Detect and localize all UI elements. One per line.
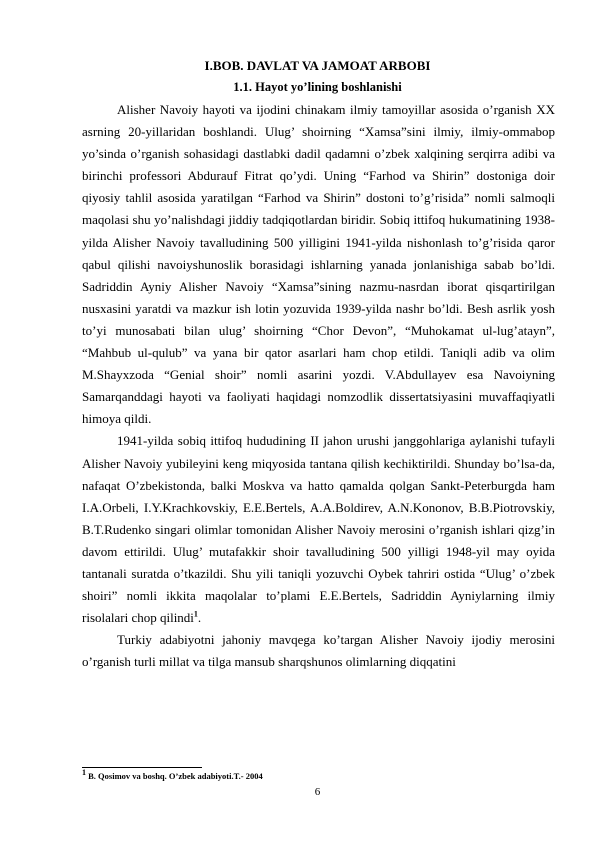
paragraph-2-end: . <box>197 610 202 626</box>
footnote-marker: 1 <box>82 768 86 778</box>
footnote-reference[interactable]: 1 <box>193 609 198 619</box>
paragraph-2 <box>82 430 555 629</box>
chapter-title: I.BOB. DAVLAT VA JAMOAT ARBOBI <box>204 58 431 73</box>
footnote-divider <box>82 767 202 768</box>
paragraph-3: Turkiy adabiyotni jahoniy mavqega ko’targan Alisher Navoiy ijodiy merosini o’rganish turli millat va tilga mansub sharqshunos olimlarning diqqatini <box>82 632 555 670</box>
body-text <box>82 99 555 673</box>
footnote <box>82 770 555 782</box>
paragraph-1: Alisher Navoiy hayoti va ijodini chinakam ilmiy tamoyillar asosida o’rganish XX asrning 20-yillaridan boshlandi. Ulug’ shoirning “Xamsa”sini ilmiy, ilmiy-ommabop yo’sinda o’rganish sohasidagi dastlabki dadil qadamni o’zbek xalqining serqirra adibi va birinchi professori Abdurauf Fitrat qo’ydi. Uning “Farhod va Shirin” dostoniga doir qiyosiy tahlil asosida yaratilgan “Farhod va Shirin” dostoni to’g’risida” nomli salmoqli maqolasi shu yo’nalishdagi jiddiy tadqiqotlardan biridir. Sobiq ittifoq hukumatining 1938-yilda Alisher Navoiy tavalludining 500 yilligini 1941-yilda nishonlash to’g’risida qaror qabul qilishi navoiyshunoslik borasidagi ishlarning yanada jonlanishiga sabab bo’ldi. Sadriddin Ayniy Alisher Navoiy “Xamsa”sining nazmu-nasrdan iborat qisqartirilgan nusxasini yaratdi va mazkur ish lotin yozuvida 1939-yilda nashr bo’ldi. Besh asrlik yosh to’yi munosabati bilan ulug’ shoirning “Chor Devon”, “Muhokamat ul-lug’atayn”, “Mahbub ul-qulub” va yana bir qator asarlari ham chop etildi. Taniqli adib va olim M.Shayxzoda “Genial shoir” nomli asarini yozdi. V.Abdullayev esa Navoiyning Samarqanddagi hayoti va faoliyati haqidagi nomzodlik dissertatsiyasini muvaffaqiyatli himoya qildi. <box>82 102 555 427</box>
paragraph-2-text: 1941-yilda sobiq ittifoq hududining II jahon urushi janggohlariga aylanishi tufayli Alisher Navoiy yubileyini keng miqyosida tantana qilish kechiktirildi. Shunday bo’lsa-da, nafaqat O’zbekistonda, balki Moskva va hatto qamalda qolgan Sankt-Peterburgda ham I.A.Orbeli, I.Y.Krachkovskiy, E.E.Bertels, A.A.Boldirev, A.N.Kononov, B.B.Piotrovskiy, B.T.Rudenko singari olimlar tomonidan Alisher Navoiy merosini o’rganish ishlari qizg’in davom ettirildi. Ulug’ mutafakkir shoir tavalludining 500 yilligi 1948-yil may oyida tantanali suratda o’tkazildi. Shu yili taniqli yozuvchi Oybek tahriri ostida “Ulug’ o’zbek shoiri” nomli ikkita maqolalar to’plami E.E.Bertels, Sadriddin Ayniylarning ilmiy risolalari chop qilindi <box>82 433 555 626</box>
page-number: 6 <box>314 786 321 798</box>
footnote-text: B. Qosimov va boshq. O’zbek adabiyoti.T.- 2004 <box>88 771 263 781</box>
section-title: 1.1. Hayot yo’lining boshlanishi <box>233 80 402 94</box>
